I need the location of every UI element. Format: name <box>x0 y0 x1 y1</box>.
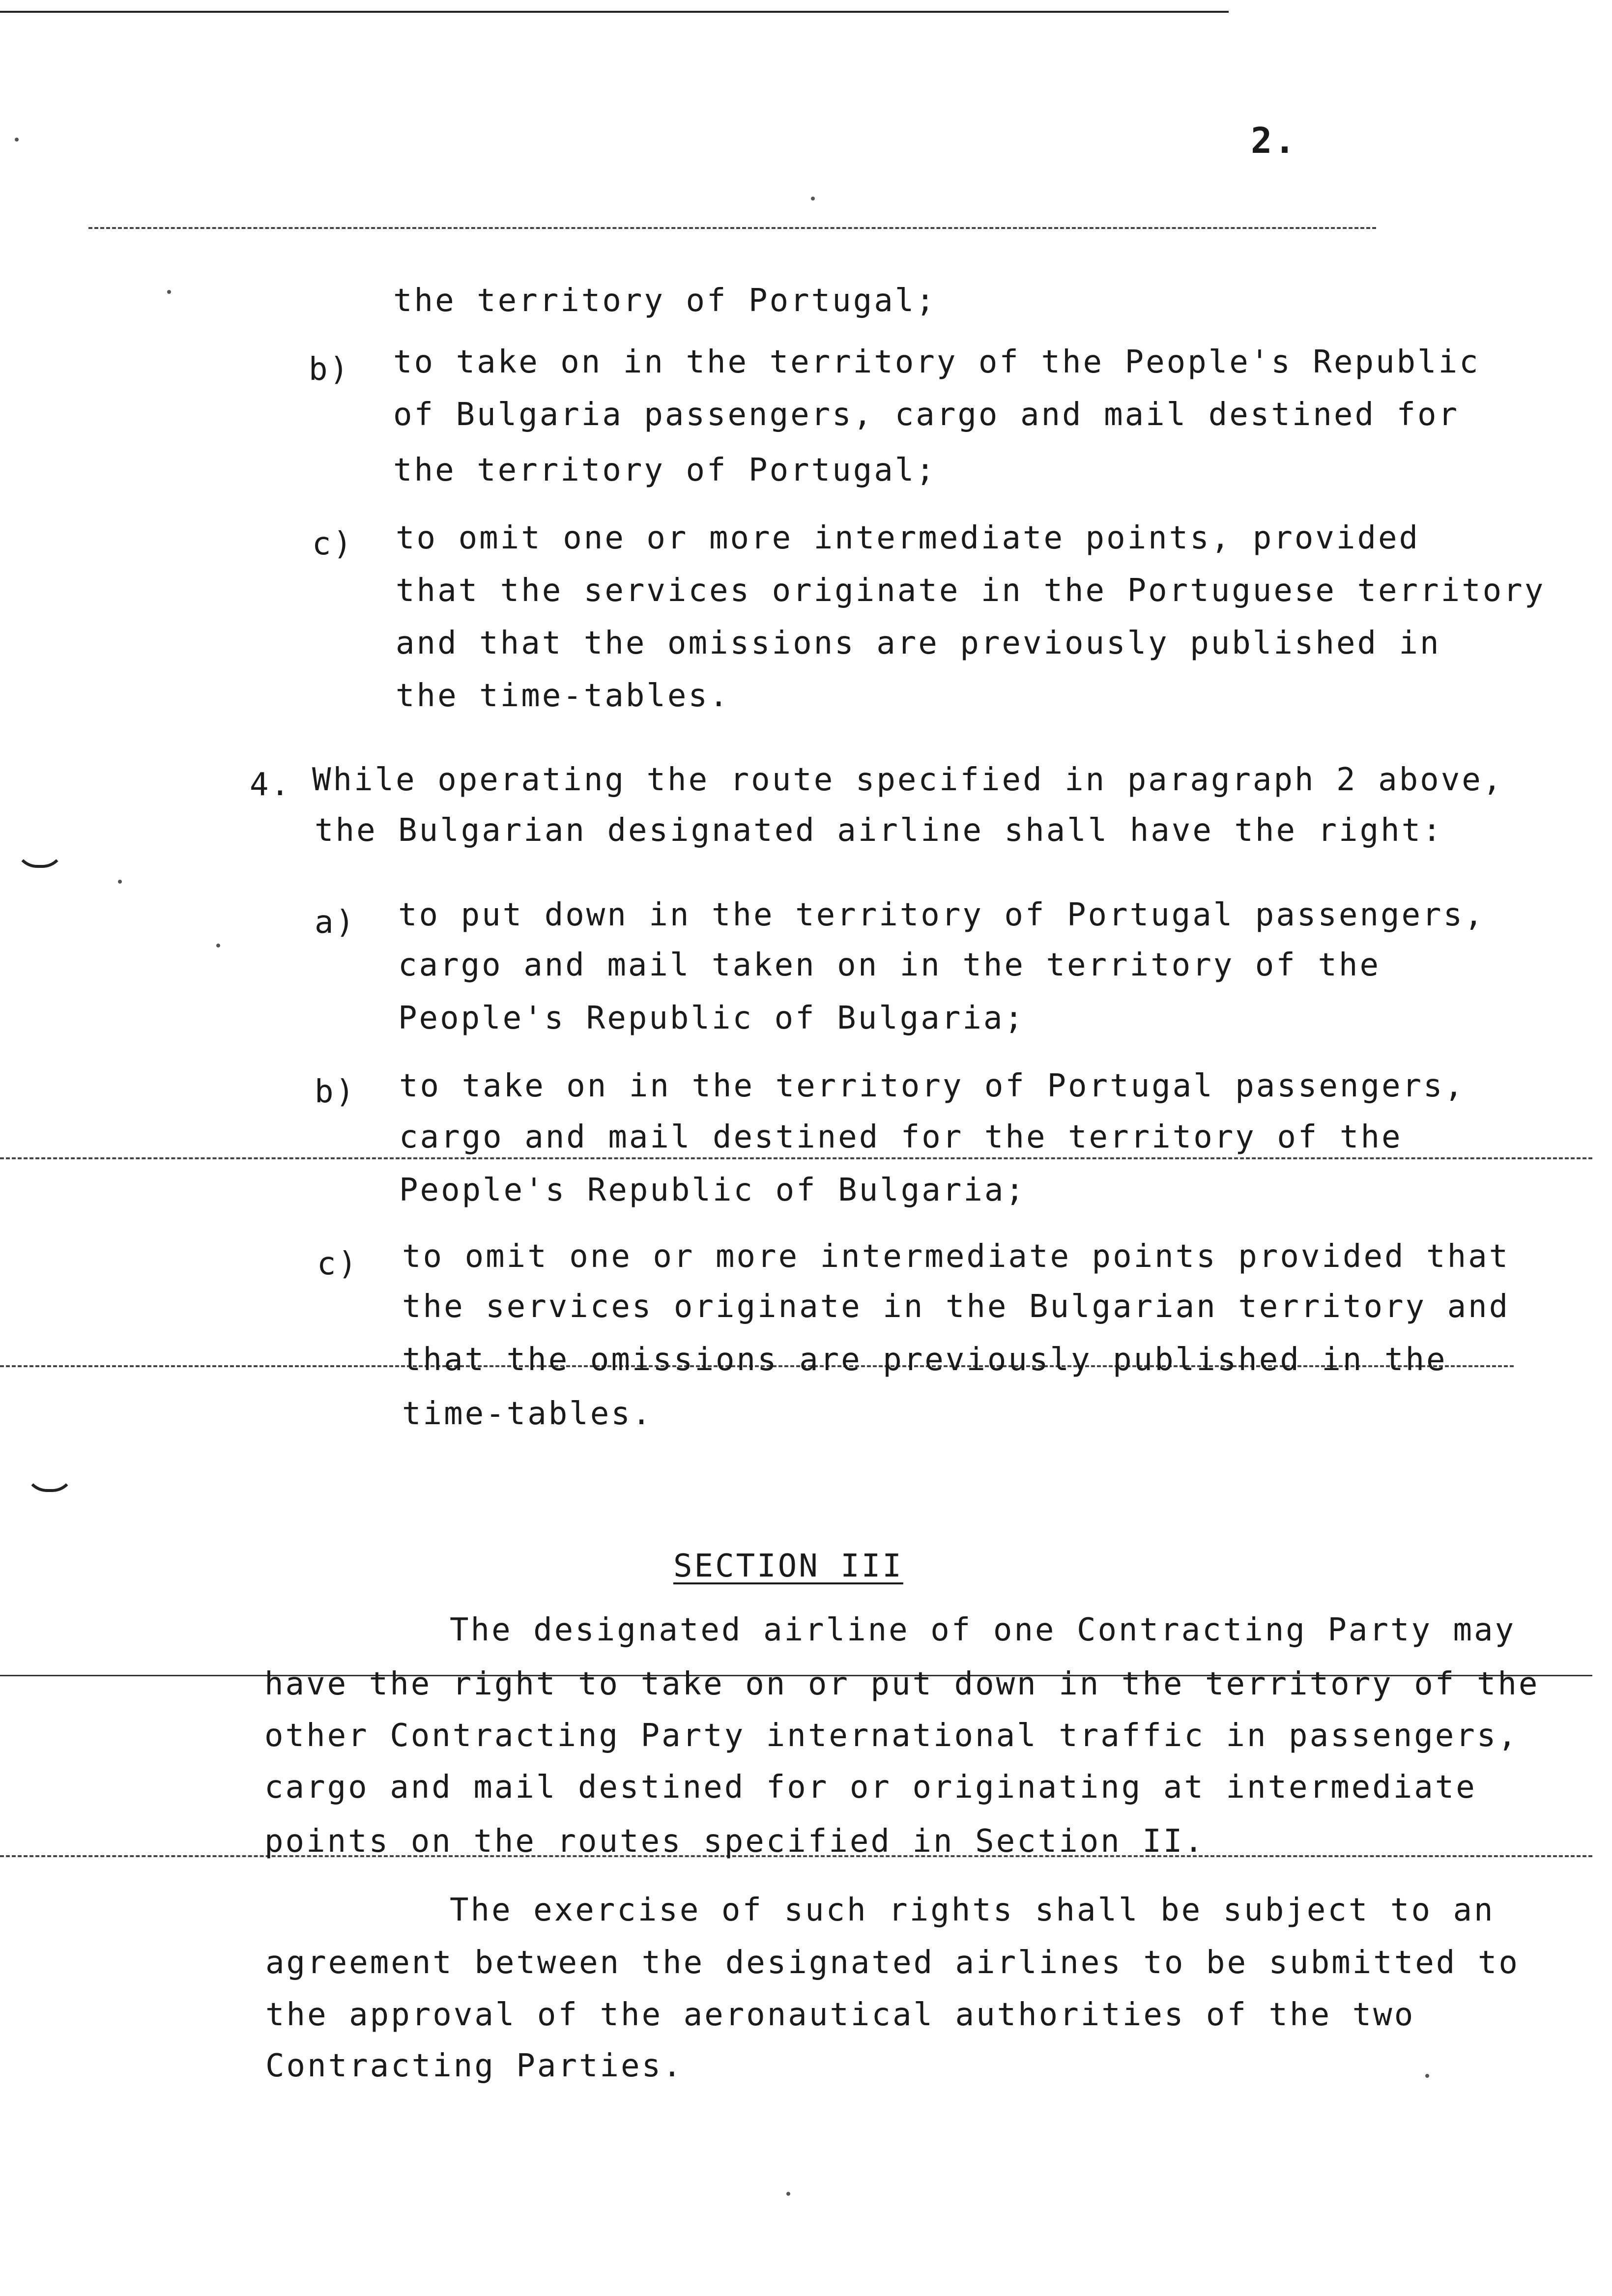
list-line: People's Republic of Bulgaria; <box>398 1000 1025 1036</box>
speck <box>167 290 171 294</box>
paragraph-line: other Contracting Party international traffic in passengers, <box>264 1718 1519 1754</box>
paragraph-line: The designated airline of one Contracting Party may <box>450 1612 1516 1648</box>
list-label: b) <box>315 1074 357 1110</box>
speck <box>216 944 220 947</box>
list-label: b) <box>309 351 351 388</box>
speck <box>811 197 815 201</box>
list-line: to take on in the territory of Portugal passengers, <box>399 1068 1466 1104</box>
paragraph-line: points on the routes specified in Section II. <box>264 1823 1205 1860</box>
list-line: to omit one or more intermediate points provided that <box>402 1238 1510 1275</box>
speck <box>786 2192 790 2196</box>
item-intro-line: While operating the route specified in paragraph 2 above, <box>312 762 1504 798</box>
speck <box>1425 2074 1429 2078</box>
list-line: to take on in the territory of the People's Republic <box>393 344 1480 380</box>
top-edge-rule <box>0 11 1229 13</box>
paragraph-line: cargo and mail destined for or originating at intermediate <box>264 1769 1477 1806</box>
section-heading: SECTION III <box>673 1548 903 1584</box>
paragraph-line: have the right to take on or put down in the territory of the <box>264 1666 1540 1702</box>
list-line: the time-tables. <box>396 678 730 714</box>
paragraph-line: The exercise of such rights shall be subject to an <box>450 1892 1495 1928</box>
speck <box>15 138 19 142</box>
continuation-line: the territory of Portugal; <box>393 283 937 319</box>
paragraph-line: agreement between the designated airlines to be submitted to <box>265 1945 1520 1981</box>
item-number: 4. <box>250 767 292 803</box>
paragraph-line: the approval of the aeronautical authorities of the two <box>265 1997 1415 2033</box>
list-label: c) <box>312 526 354 562</box>
binding-mark-2 <box>25 1469 75 1492</box>
list-line: People's Republic of Bulgaria; <box>399 1172 1026 1208</box>
page-number: 2. <box>1251 120 1297 161</box>
list-line: cargo and mail taken on in the territory of the <box>398 947 1381 983</box>
scan-line-1 <box>0 1157 1592 1159</box>
list-line: to omit one or more intermediate points, provided <box>396 520 1420 556</box>
header-rule <box>88 227 1376 229</box>
speck <box>118 880 122 884</box>
binding-mark-1 <box>15 845 65 868</box>
list-line: time-tables. <box>402 1396 653 1432</box>
list-line: the services originate in the Bulgarian territory and <box>402 1289 1510 1325</box>
list-line: and that the omissions are previously published in <box>396 625 1441 661</box>
list-line: of Bulgaria passengers, cargo and mail destined for <box>393 397 1460 433</box>
list-line: to put down in the territory of Portugal passengers, <box>398 897 1485 933</box>
list-line: that the omissions are previously published in the <box>402 1342 1447 1378</box>
list-label: a) <box>315 904 357 941</box>
item-intro-line: the Bulgarian designated airline shall have the right: <box>315 812 1443 849</box>
list-line: cargo and mail destined for the territory of the <box>399 1119 1403 1155</box>
list-label: c) <box>317 1246 359 1282</box>
list-line: that the services originate in the Portuguese territory <box>396 573 1546 609</box>
list-line: the territory of Portugal; <box>393 452 937 488</box>
paragraph-line: Contracting Parties. <box>265 2048 684 2084</box>
